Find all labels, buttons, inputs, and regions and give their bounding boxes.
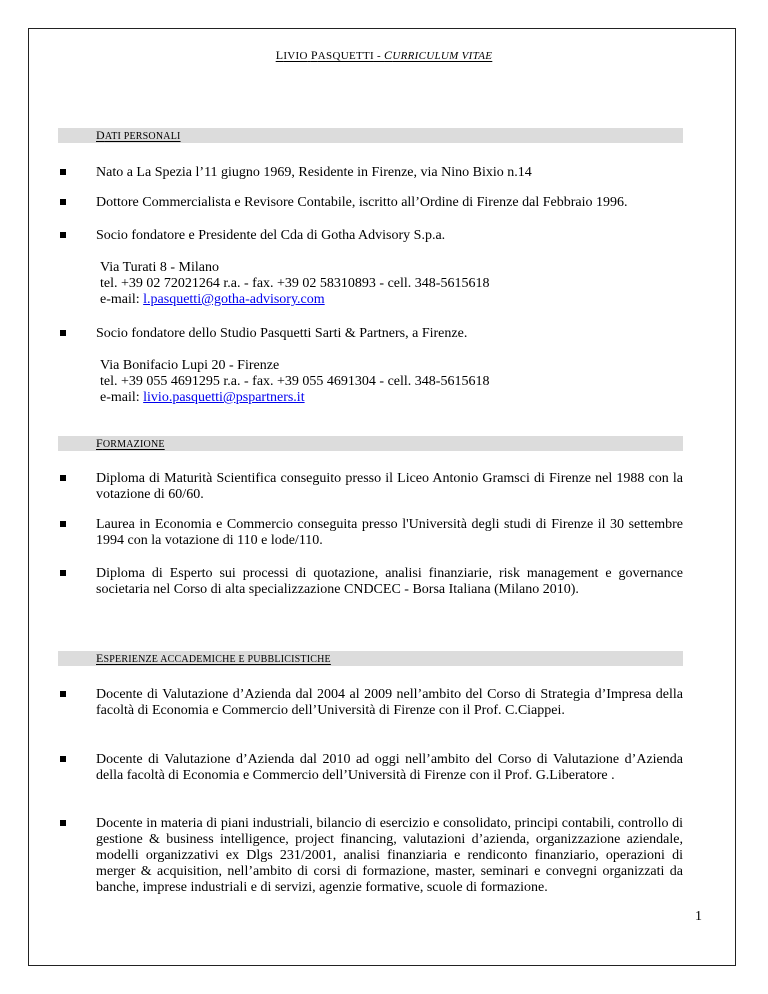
item-text: Diploma di Maturità Scientifica conseguito presso il Liceo Antonio Gramsci di Firenze nel 1988 con la votazione di 60/60. [96,471,683,502]
title-name-rest: IVIO [283,50,308,62]
section-header-academic [58,651,683,666]
studio-phone: tel. +39 055 4691295 r.a. - fax. +39 055 4691304 - cell. 348-5615618 [100,374,490,389]
item-text: Diploma di Esperto sui processi di quotazione, analisi finanziarie, risk management e governance societaria nel Corso di alta specializzazione CNDCEC - Borsa Italiana (Milano 2010). [96,566,683,597]
list-item-profession [58,195,683,211]
list-item-gotha [58,228,683,244]
bullet-icon [60,330,66,336]
section-rest: SPERIENZE ACCADEMICHE E PUBBLICISTICHE [103,654,331,665]
section-rest: ATI PERSONALI [104,131,181,142]
page-number: 1 [695,909,702,924]
email-label: e-mail: [100,390,144,405]
item-text: Docente in materia di piani industriali, bilancio di esercizio e consolidato, principi contabili, controllo di gestione & business intelligence, project financing, valutazioni d’azienda, organizzazione aziendale, modelli organizzativi ex Dlgs 231/2001, analisi finanziaria e rendiconto finanziario, operazioni di merger & acquisition, nell’ambito di corsi di formazione, master, seminari e convegni organizzati da banche, imprese industriali e di servizi, agenzie formative, scuole di formazione. [96,816,683,895]
list-item-diploma [58,471,683,503]
gotha-email-line [100,292,680,308]
section-header-education [58,436,683,451]
list-item-studio [58,326,683,342]
title-cv-initial: C [384,48,393,62]
studio-address: Via Bonifacio Lupi 20 - Firenze [100,358,280,373]
list-item-docente-2 [58,752,683,800]
list-item-esperto [58,566,683,614]
bullet-icon [60,756,66,762]
list-item-birth [58,165,683,181]
section-initial: D [96,128,105,142]
title-separator: - [373,50,385,62]
gotha-email-link[interactable]: l.pasquetti@gotha-advisory.com [143,292,325,307]
bullet-icon [60,169,66,175]
item-text: Nato a La Spezia l’11 giugno 1969, Residente in Firenze, via Nino Bixio n.14 [96,165,532,180]
bullet-icon [60,691,66,697]
bullet-icon [60,199,66,205]
studio-email-link[interactable]: livio.pasquetti@pspartners.it [143,390,305,405]
title-surname-initial: P [310,48,318,62]
section-initial: E [96,651,104,665]
item-text: Dottore Commercialista e Revisore Contabile, iscritto all’Ordine di Firenze dal Febbraio 1996. [96,195,628,210]
document-title [0,48,768,63]
section-rest: ORMAZIONE [102,439,165,450]
gotha-address: Via Turati 8 - Milano [100,260,219,275]
title-name-initial: L [275,48,284,62]
list-item-docente-3 [58,816,683,928]
item-text: Docente di Valutazione d’Azienda dal 2010 ad oggi nell’ambito del Corso di Valutazione d’Azienda della facoltà di Economia e Commercio dell’Università di Firenze con il Prof. G.Liberatore . [96,752,683,783]
item-text: Socio fondatore dello Studio Pasquetti Sarti & Partners, a Firenze. [96,326,468,341]
item-text: Socio fondatore e Presidente del Cda di Gotha Advisory S.p.a. [96,228,446,243]
item-text: Docente di Valutazione d’Azienda dal 2004 al 2009 nell’ambito del Corso di Strategia d’Impresa della facoltà di Economia e Commercio dell’Università di Firenze con il Prof. C.Ciappei. [96,687,683,718]
bullet-icon [60,475,66,481]
studio-contact-block [100,358,680,406]
email-label: e-mail: [100,292,144,307]
bullet-icon [60,570,66,576]
bullet-icon [60,820,66,826]
list-item-docente-1 [58,687,683,735]
bullet-icon [60,232,66,238]
bullet-icon [60,521,66,527]
title-surname-rest: ASQUETTI [317,50,374,62]
section-initial: F [96,436,103,450]
section-header-personal [58,128,683,143]
gotha-phone: tel. +39 02 72021264 r.a. - fax. +39 02 58310893 - cell. 348-5615618 [100,276,490,291]
gotha-contact-block [100,260,680,308]
item-text: Laurea in Economia e Commercio conseguita presso l'Università degli studi di Firenze il 30 settembre 1994 con la votazione di 110 e lode/110. [96,517,683,548]
studio-email-line [100,390,680,406]
list-item-laurea [58,517,683,549]
title-cv-rest: URRICULUM VITAE [392,50,493,62]
